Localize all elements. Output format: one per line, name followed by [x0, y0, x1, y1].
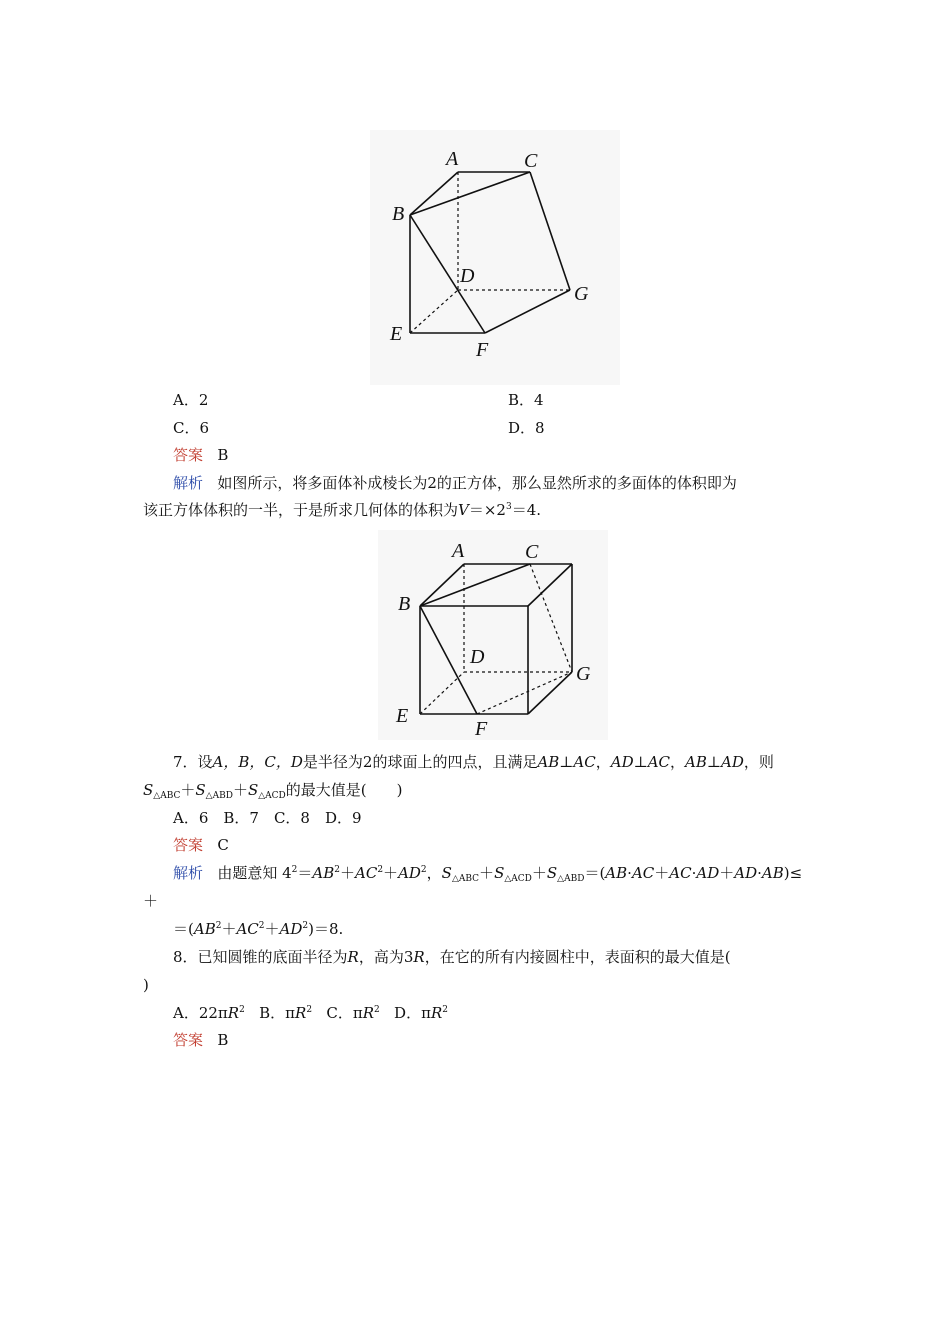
- math-var: R: [362, 1004, 374, 1022]
- q7-answer: [173, 835, 229, 855]
- analysis-text: 由题意知 4: [217, 864, 292, 882]
- math-var: AD: [279, 920, 303, 938]
- math-op: ·: [757, 864, 762, 882]
- exponent: 2: [420, 865, 427, 875]
- math-op: ＋: [264, 920, 280, 938]
- answer-value: C: [217, 836, 229, 854]
- q7-stem-line1: [173, 752, 774, 772]
- stem-text: ，高为3: [358, 948, 414, 966]
- q8-stem-line2: ): [143, 976, 149, 994]
- exponent: 2: [374, 1005, 380, 1015]
- q6-option-a: A．2: [173, 391, 209, 409]
- math-var: AC: [669, 864, 692, 882]
- math-op: )≤: [783, 864, 803, 882]
- q7-stem-line2: [143, 780, 402, 800]
- fig2-label-g: G: [576, 663, 591, 685]
- stem-text: ，: [595, 753, 611, 771]
- q6-analysis-line1: [173, 473, 737, 493]
- q7-analysis-line1: [173, 863, 802, 883]
- math-var: AB: [312, 864, 335, 882]
- option-b: B．π: [259, 1004, 296, 1022]
- figure-polyhedron: [370, 130, 620, 385]
- math-op: ＝: [297, 864, 313, 882]
- math-var: S: [143, 781, 154, 799]
- answer-label: 答案: [173, 836, 204, 854]
- math-var: AB: [605, 864, 628, 882]
- math-op: )＝8.: [308, 920, 344, 938]
- option-c: C．π: [326, 1004, 363, 1022]
- math-var: R: [347, 948, 359, 966]
- math-op: ＋: [479, 864, 495, 882]
- stem-text: 8．已知圆锥的底面半径为: [173, 948, 348, 966]
- math-var: R: [413, 948, 425, 966]
- q6-option-b: B．4: [508, 391, 544, 409]
- math-var: S: [546, 864, 558, 882]
- math-var: S: [441, 864, 452, 882]
- stem-text: ，则: [743, 753, 774, 771]
- math-op: ＋: [383, 864, 399, 882]
- q6-analysis-line2: [143, 500, 541, 520]
- q6-answer: [173, 445, 228, 465]
- stem-text: ，在它的所有内接圆柱中，表面积的最大值是(: [424, 948, 731, 966]
- fig1-label-b: B: [392, 203, 405, 225]
- math-op: ＝(: [584, 864, 606, 882]
- subscript: △ACD: [258, 791, 286, 801]
- analysis-label: 解析: [173, 474, 204, 492]
- figure-cube: [378, 530, 608, 740]
- q8-options: [173, 1003, 448, 1023]
- fig1-label-c: C: [524, 150, 538, 172]
- option-d: D．π: [394, 1004, 431, 1022]
- math-expr: AB⊥AC: [537, 753, 596, 771]
- math-var: AD: [696, 864, 720, 882]
- math-var: AC: [236, 920, 259, 938]
- fig1-label-d: D: [460, 265, 475, 287]
- fig2-label-d: D: [470, 646, 485, 668]
- fig1-label-a: A: [446, 148, 459, 170]
- answer-value: B: [217, 446, 229, 464]
- exponent: 2: [258, 921, 265, 931]
- subscript: △ABC: [153, 791, 181, 801]
- math-var: R: [295, 1004, 307, 1022]
- math-var: V: [458, 501, 469, 519]
- stem-text: 是半径为2的球面上的四点，且满足: [302, 753, 538, 771]
- exponent: 2: [302, 921, 309, 931]
- exponent: 2: [291, 865, 298, 875]
- fig1-label-e: E: [390, 323, 403, 345]
- subscript: △ABD: [205, 791, 233, 801]
- subscript: △ACD: [504, 874, 532, 884]
- analysis-text: 如图所示，将多面体补成棱长为2的正方体，那么显然所求的多面体的体积即为: [217, 474, 737, 492]
- exponent: 3: [505, 502, 512, 512]
- subscript: △ABD: [557, 874, 585, 884]
- cube-diagram: [378, 530, 608, 740]
- subscript: △ABC: [451, 874, 480, 884]
- math-op: ·: [627, 864, 632, 882]
- fig2-label-b: B: [398, 593, 411, 615]
- q7-options: A．6 B．7 C．8 D．9: [173, 809, 362, 827]
- stem-text: ，: [670, 753, 686, 771]
- analysis-text: 该正方体体积的一半，于是所求几何体的体积为: [143, 501, 459, 519]
- analysis-label: 解析: [173, 864, 204, 882]
- math-var: AD: [398, 864, 421, 882]
- math-op: ＋: [180, 781, 196, 799]
- polyhedron-diagram: [370, 130, 620, 385]
- math-expr: AD⊥AC: [610, 753, 671, 771]
- math-op: ＝(: [173, 920, 194, 938]
- math-op: ＋: [719, 864, 735, 882]
- answer-value: B: [217, 1031, 229, 1049]
- math-var: S: [494, 864, 505, 882]
- math-var: AC: [355, 864, 378, 882]
- fig1-label-g: G: [574, 283, 589, 305]
- math-var: R: [227, 1004, 240, 1022]
- fig2-label-a: A: [452, 540, 465, 562]
- q7-analysis-line2: ＋: [143, 892, 159, 910]
- math-var: AD: [734, 864, 758, 882]
- fig2-label-c: C: [525, 541, 539, 563]
- math-var: AB: [761, 864, 784, 882]
- math-op: ＋: [221, 920, 237, 938]
- exponent: 2: [334, 865, 340, 875]
- math-var: A，B，C，D: [212, 753, 303, 771]
- math-var: AC: [631, 864, 655, 882]
- math-var: S: [247, 781, 259, 799]
- exponent: 2: [215, 921, 222, 931]
- fig2-label-f: F: [475, 718, 488, 740]
- exponent: 2: [442, 1005, 448, 1015]
- exponent: 2: [306, 1005, 313, 1015]
- q8-answer: [173, 1030, 228, 1050]
- math-op: ＋: [232, 781, 248, 799]
- analysis-text: ＝×2: [468, 501, 506, 519]
- option-a: A．22π: [173, 1004, 228, 1022]
- stem-text: 的最大值是( ): [285, 781, 403, 799]
- fig1-label-f: F: [476, 339, 489, 361]
- math-op: ＋: [654, 864, 670, 882]
- exponent: 2: [239, 1005, 245, 1015]
- fig2-label-e: E: [396, 705, 409, 727]
- q6-option-d: D．8: [508, 419, 545, 437]
- math-op: ·: [691, 864, 697, 882]
- stem-text: 7．设: [173, 753, 213, 771]
- math-var: AB: [193, 920, 216, 938]
- q6-option-c: C．6: [173, 419, 210, 437]
- math-op: ＋: [531, 864, 547, 882]
- answer-label: 答案: [173, 1031, 204, 1049]
- q7-analysis-line3: [173, 919, 343, 939]
- math-op: ＋: [339, 864, 355, 882]
- math-var: R: [430, 1004, 443, 1022]
- q8-stem-line1: [173, 947, 731, 967]
- answer-label: 答案: [173, 446, 204, 464]
- math-var: S: [195, 781, 206, 799]
- math-op: ，: [426, 864, 442, 882]
- analysis-text: ＝4.: [511, 501, 542, 519]
- exponent: 2: [377, 865, 384, 875]
- math-expr: AB⊥AD: [685, 753, 744, 771]
